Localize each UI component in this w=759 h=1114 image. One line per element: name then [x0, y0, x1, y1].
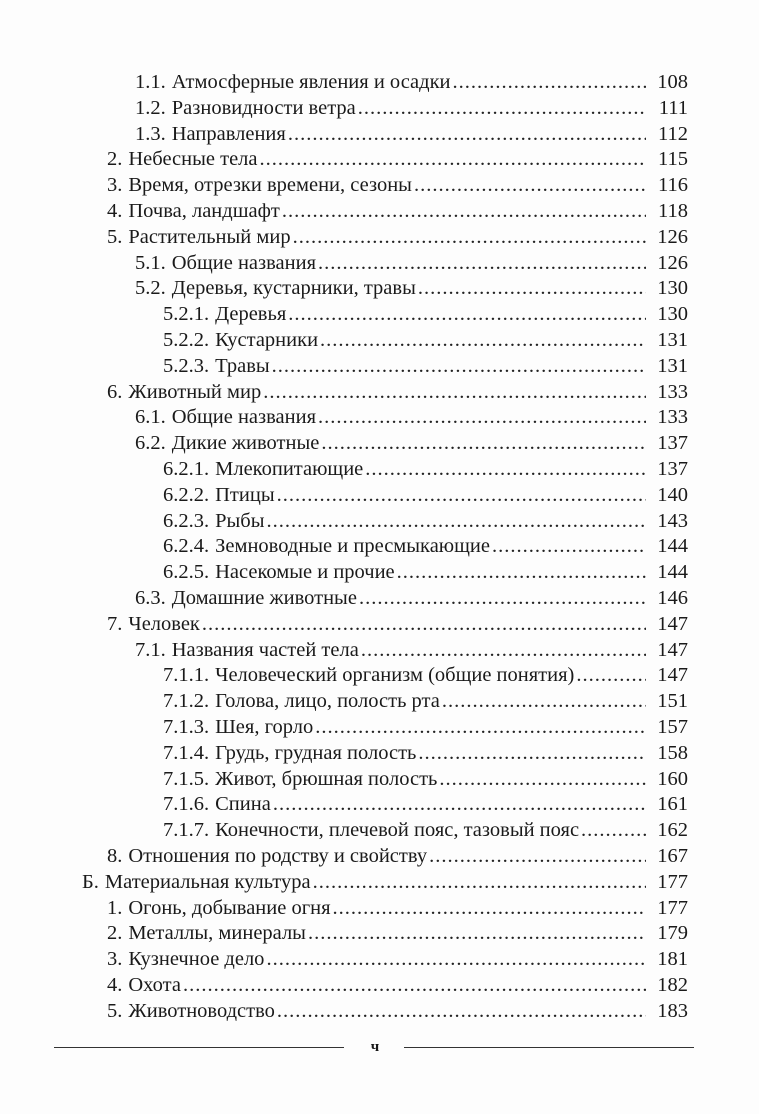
toc-entry [0, 380, 759, 406]
footer-rule-right [404, 1047, 694, 1048]
toc-entry [0, 792, 759, 818]
toc-dot-leader [308, 921, 646, 947]
toc-entry-number: 6. [107, 380, 123, 403]
toc-entry-text: Материальная культура [104, 870, 311, 893]
toc-entry-number: 7.1.5. [163, 767, 210, 790]
toc-entry-number: 7. [107, 612, 123, 635]
toc-entry-page-number: 133 [657, 406, 688, 429]
toc-entry-text: Общие названия [171, 406, 317, 429]
toc-entry-number: 6.2.2. [163, 483, 210, 506]
toc-entry [0, 767, 759, 793]
toc-entry-page-number: 130 [657, 277, 688, 300]
toc-entry-text: Кузнечное дело [128, 948, 265, 971]
footer-rule-left [54, 1047, 344, 1048]
toc-entry-page-number: 147 [657, 612, 688, 635]
toc-entry [0, 999, 759, 1025]
toc-entry [0, 509, 759, 535]
toc-entry [0, 612, 759, 638]
toc-entry-title [163, 534, 490, 560]
toc-entry-number: 8. [107, 844, 123, 867]
toc-entry-title [163, 560, 395, 586]
toc-entry-number: 5.2.2. [163, 328, 210, 351]
toc-entry-number: 5.2.3. [163, 354, 210, 377]
toc-dot-leader [288, 302, 646, 328]
toc-dot-leader [429, 844, 646, 870]
toc-entry-page-number: 111 [658, 96, 688, 119]
toc-entry-title [135, 638, 359, 664]
toc-entry-page-number: 137 [657, 457, 688, 480]
toc-entry-text: Рыбы [215, 509, 265, 532]
toc-entry-text: Металлы, минералы [128, 922, 306, 945]
toc-entry-page-number: 143 [657, 509, 688, 532]
toc-entry-title [163, 328, 318, 354]
table-of-contents [0, 70, 759, 1024]
toc-entry-page-number: 151 [657, 690, 688, 713]
toc-dot-leader [439, 767, 646, 793]
toc-entry-title [135, 96, 356, 122]
toc-dot-leader [321, 431, 646, 457]
toc-entry-page-number: 140 [657, 483, 688, 506]
toc-entry-number: 4. [107, 973, 123, 996]
toc-entry-text: Насекомые и прочие [215, 561, 395, 584]
toc-entry [0, 122, 759, 148]
toc-entry-page-number: 115 [658, 148, 688, 171]
toc-entry-text: Конечности, плечевой пояс, тазовый пояс [215, 819, 580, 842]
toc-entry-title [163, 457, 363, 483]
toc-entry-title [163, 689, 440, 715]
toc-entry-title [135, 405, 316, 431]
toc-entry-text: Разновидности ветра [171, 96, 356, 119]
toc-entry-text: Направления [171, 122, 286, 145]
toc-entry [0, 302, 759, 328]
toc-entry-title [163, 741, 416, 767]
toc-dot-leader [576, 663, 646, 689]
toc-dot-leader [492, 534, 646, 560]
toc-entry-text: Земноводные и пресмыкающие [215, 535, 490, 558]
toc-entry-text: Время, отрезки времени, сезоны [128, 174, 412, 197]
toc-entry-number: 4. [107, 199, 123, 222]
toc-dot-leader [202, 612, 646, 638]
page-footer [0, 1038, 759, 1058]
toc-entry [0, 431, 759, 457]
toc-entry-number: 6.3. [135, 586, 166, 609]
toc-entry-text: Небесные тела [128, 148, 258, 171]
toc-entry-page-number: 133 [657, 380, 688, 403]
toc-entry [0, 638, 759, 664]
toc-dot-leader [263, 380, 646, 406]
toc-entry [0, 328, 759, 354]
toc-entry-page-number: 144 [657, 535, 688, 558]
toc-entry-number: 3. [107, 174, 123, 197]
toc-entry [0, 70, 759, 96]
toc-entry [0, 225, 759, 251]
toc-entry-text: Травы [215, 354, 270, 377]
toc-entry-number: 7.1.1. [163, 664, 210, 687]
toc-entry-title [135, 276, 416, 302]
toc-entry-page-number: 146 [657, 586, 688, 609]
toc-entry-page-number: 112 [658, 122, 688, 145]
toc-dot-leader [267, 509, 646, 535]
toc-entry-text: Домашние животные [171, 586, 357, 609]
toc-entry-title [107, 947, 264, 973]
toc-entry-page-number: 161 [657, 793, 688, 816]
toc-dot-leader [266, 947, 646, 973]
toc-dot-leader [272, 354, 646, 380]
toc-entry [0, 457, 759, 483]
toc-dot-leader [313, 870, 646, 896]
toc-dot-leader [453, 70, 646, 96]
toc-dot-leader [318, 405, 646, 431]
toc-entry-page-number: 108 [657, 71, 688, 93]
toc-entry [0, 147, 759, 173]
toc-entry-page-number: 183 [657, 999, 688, 1022]
toc-dot-leader [358, 96, 646, 122]
toc-entry-page-number: 126 [657, 251, 688, 274]
toc-dot-leader [365, 457, 646, 483]
toc-entry-title [107, 921, 306, 947]
toc-entry-text: Грудь, грудная полость [215, 741, 417, 764]
toc-entry-title [163, 302, 286, 328]
toc-entry-page-number: 137 [657, 432, 688, 455]
toc-entry [0, 251, 759, 277]
toc-entry-page-number: 116 [658, 174, 688, 197]
toc-entry-text: Дикие животные [171, 432, 320, 455]
toc-dot-leader [282, 199, 646, 225]
toc-entry-number: 5.2.1. [163, 303, 210, 326]
toc-entry-number: 1. [107, 896, 123, 919]
toc-entry [0, 534, 759, 560]
toc-entry-title [135, 431, 319, 457]
toc-entry-page-number: 182 [657, 973, 688, 996]
toc-entry-text: Шея, горло [215, 715, 314, 738]
toc-entry-number: 7.1. [135, 638, 166, 661]
toc-entry [0, 870, 759, 896]
toc-entry [0, 741, 759, 767]
toc-entry-text: Почва, ландшафт [128, 199, 280, 222]
toc-entry-text: Живот, брюшная полость [215, 767, 438, 790]
toc-entry [0, 173, 759, 199]
toc-entry-title [135, 70, 451, 96]
toc-entry-number: 6.2.1. [163, 457, 210, 480]
toc-entry-text: Кустарники [215, 328, 319, 351]
toc-entry-title [107, 896, 331, 922]
toc-dot-leader [418, 741, 646, 767]
toc-entry-title [163, 483, 275, 509]
toc-entry [0, 715, 759, 741]
toc-dot-leader [418, 276, 646, 302]
toc-entry-title [163, 354, 270, 380]
toc-entry-title [107, 612, 200, 638]
toc-dot-leader [361, 638, 646, 664]
toc-entry-title [107, 173, 412, 199]
toc-entry-number: 5. [107, 225, 123, 248]
toc-entry [0, 689, 759, 715]
toc-entry [0, 483, 759, 509]
toc-entry [0, 947, 759, 973]
toc-entry-text: Птицы [215, 483, 275, 506]
toc-entry-page-number: 147 [657, 664, 688, 687]
toc-dot-leader [397, 560, 646, 586]
toc-entry-text: Спина [215, 793, 271, 816]
toc-entry-title [107, 147, 258, 173]
toc-entry-text: Деревья, кустарники, травы [171, 277, 416, 300]
toc-dot-leader [277, 999, 646, 1025]
toc-dot-leader [260, 147, 646, 173]
toc-entry [0, 844, 759, 870]
toc-entry-title [107, 380, 261, 406]
toc-entry-title [107, 844, 427, 870]
toc-entry-text: Животноводство [128, 999, 275, 1022]
toc-entry-page-number: 130 [657, 303, 688, 326]
toc-entry-text: Млекопитающие [215, 457, 364, 480]
toc-entry-title [135, 122, 286, 148]
toc-entry-page-number: 131 [657, 354, 688, 377]
toc-entry-text: Человек [128, 612, 200, 635]
toc-entry-text: Огонь, добывание огня [128, 896, 331, 919]
toc-dot-leader [277, 483, 646, 509]
toc-entry-number: 6.2.4. [163, 535, 210, 558]
toc-entry-title [82, 870, 311, 896]
toc-entry-number: 1.1. [135, 71, 166, 93]
toc-dot-leader [320, 328, 646, 354]
toc-entry-title [163, 715, 313, 741]
toc-entry-title [107, 199, 280, 225]
toc-entry-page-number: 126 [657, 225, 688, 248]
toc-entry-text: Атмосферные явления и осадки [171, 71, 451, 93]
toc-entry-text: Растительный мир [128, 225, 291, 248]
toc-entry-number: 5.1. [135, 251, 166, 274]
toc-entry-page-number: 177 [657, 870, 688, 893]
toc-entry-title [163, 663, 574, 689]
toc-entry [0, 586, 759, 612]
toc-dot-leader [442, 689, 646, 715]
toc-entry [0, 276, 759, 302]
toc-dot-leader [315, 715, 646, 741]
toc-entry [0, 973, 759, 999]
toc-entry-title [163, 792, 271, 818]
toc-entry-number: 3. [107, 948, 123, 971]
toc-entry-title [107, 999, 275, 1025]
toc-entry-title [163, 767, 437, 793]
toc-entry-number: 7.1.6. [163, 793, 210, 816]
toc-entry-number: 7.1.4. [163, 741, 210, 764]
toc-entry-number: 7.1.7. [163, 819, 210, 842]
toc-entry-page-number: 144 [657, 561, 688, 584]
toc-entry-page-number: 157 [657, 715, 688, 738]
toc-entry-text: Человеческий организм (общие понятия) [215, 664, 575, 687]
toc-entry-text: Отношения по родству и свойству [128, 844, 428, 867]
toc-dot-leader [288, 122, 646, 148]
toc-entry-page-number: 179 [657, 922, 688, 945]
toc-dot-leader [581, 818, 646, 844]
toc-entry-title [107, 973, 181, 999]
toc-entry-text: Голова, лицо, полость рта [215, 690, 440, 713]
toc-entry [0, 199, 759, 225]
toc-entry-number: 6.1. [135, 406, 166, 429]
toc-entry-page-number: 158 [657, 741, 688, 764]
toc-entry-number: 2. [107, 922, 123, 945]
toc-entry-number: 7.1.2. [163, 690, 210, 713]
toc-entry-page-number: 167 [657, 844, 688, 867]
toc-entry [0, 896, 759, 922]
toc-entry-title [163, 818, 579, 844]
toc-entry [0, 818, 759, 844]
toc-entry [0, 663, 759, 689]
toc-entry-number: 6.2.3. [163, 509, 210, 532]
toc-entry-page-number: 162 [657, 819, 688, 842]
toc-dot-leader [414, 173, 646, 199]
toc-entry-page-number: 131 [657, 328, 688, 351]
toc-dot-leader [318, 251, 646, 277]
toc-dot-leader [273, 792, 646, 818]
toc-entry-page-number: 118 [658, 199, 688, 222]
toc-entry-number: Б. [82, 870, 99, 893]
toc-entry-title [107, 225, 291, 251]
toc-entry-page-number: 147 [657, 638, 688, 661]
toc-entry-number: 6.2.5. [163, 561, 210, 584]
toc-entry-number: 5.2. [135, 277, 166, 300]
toc-entry-page-number: 160 [657, 767, 688, 790]
toc-dot-leader [333, 896, 646, 922]
toc-entry-title [135, 586, 357, 612]
toc-entry [0, 405, 759, 431]
toc-entry-text: Общие названия [171, 251, 317, 274]
toc-entry-number: 1.2. [135, 96, 166, 119]
toc-entry-number: 2. [107, 148, 123, 171]
toc-entry [0, 560, 759, 586]
toc-entry-text: Названия частей тела [171, 638, 359, 661]
toc-entry [0, 354, 759, 380]
toc-entry-page-number: 177 [657, 896, 688, 919]
toc-entry-page-number: 181 [657, 948, 688, 971]
toc-dot-leader [183, 973, 646, 999]
toc-entry-number: 6.2. [135, 432, 166, 455]
toc-entry-title [135, 251, 316, 277]
toc-entry-text: Животный мир [128, 380, 262, 403]
toc-dot-leader [359, 586, 646, 612]
toc-entry-text: Деревья [215, 303, 287, 326]
toc-entry-number: 7.1.3. [163, 715, 210, 738]
toc-entry-number: 1.3. [135, 122, 166, 145]
toc-entry-number: 5. [107, 999, 123, 1022]
toc-entry-title [163, 509, 265, 535]
footer-page-mark: ч [370, 1039, 380, 1055]
toc-entry-text: Охота [128, 973, 181, 996]
toc-entry [0, 921, 759, 947]
toc-dot-leader [293, 225, 646, 251]
toc-entry [0, 96, 759, 122]
